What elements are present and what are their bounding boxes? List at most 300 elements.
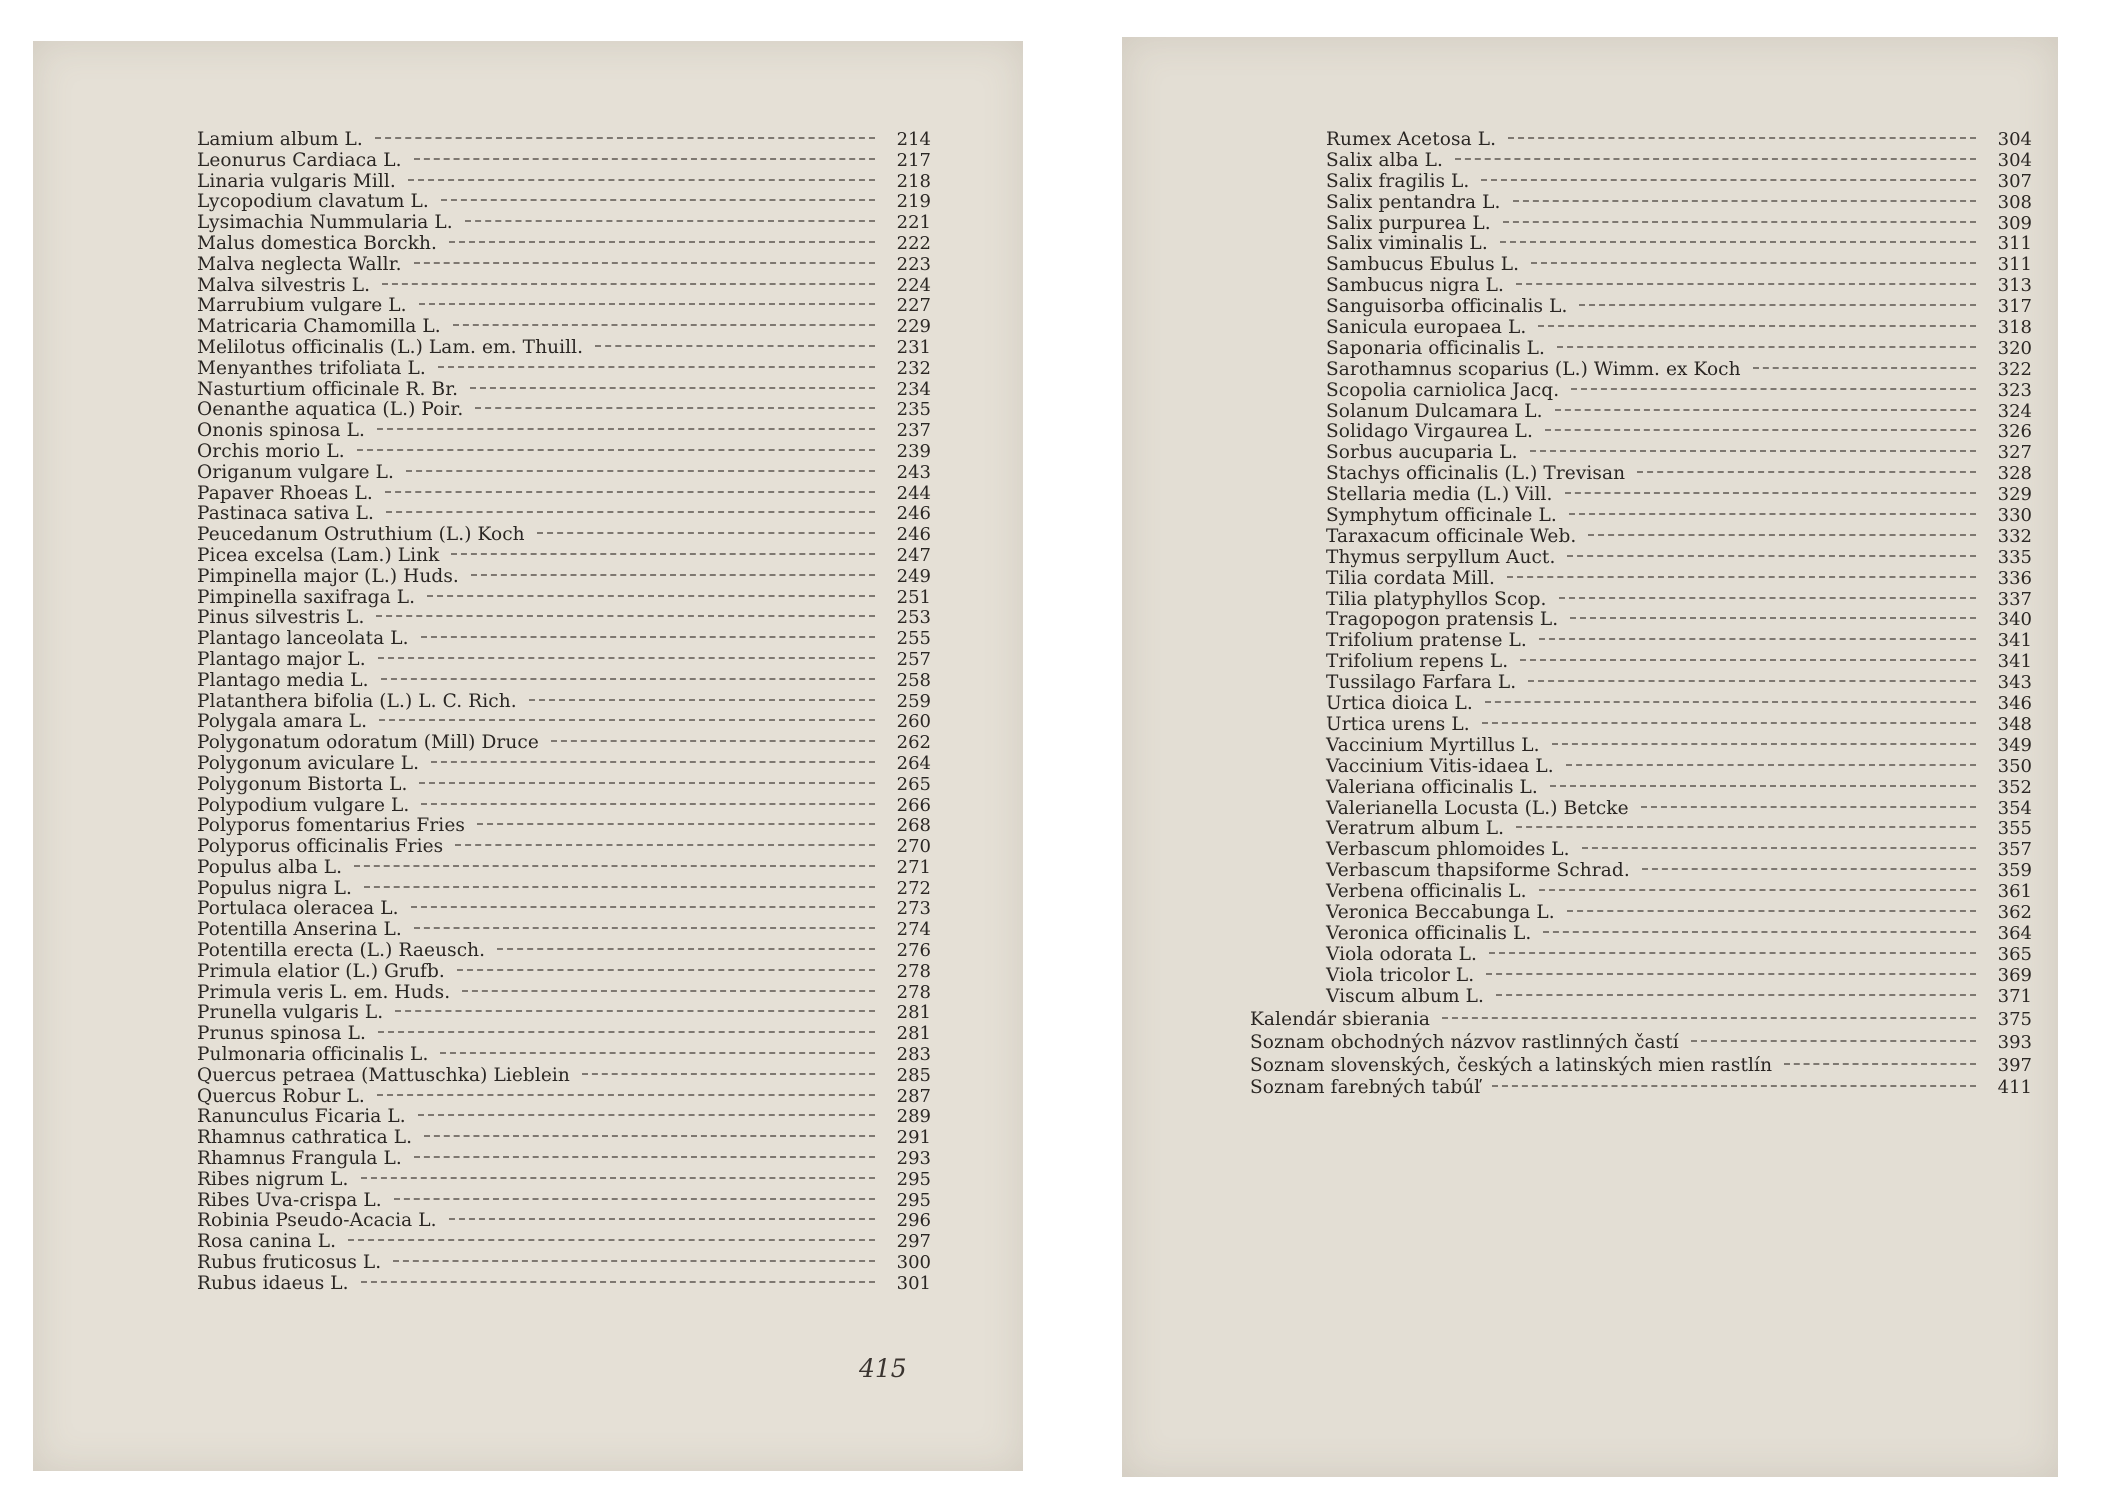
- dash-leader: [1513, 200, 1977, 202]
- entry-name: Rosa canina L.: [197, 1231, 337, 1253]
- dash-leader: [1582, 847, 1976, 849]
- entry-name: Populus alba L.: [197, 856, 343, 878]
- entry-page-number: 246: [896, 503, 931, 525]
- entry-name: Tilia platyphyllos Scop.: [1326, 588, 1547, 610]
- index-entry: [1326, 756, 2032, 777]
- index-entry: [1326, 735, 2032, 756]
- dash-leader: [414, 158, 875, 160]
- entry-name: Plantago major L.: [197, 648, 366, 670]
- index-entry: [197, 1148, 931, 1169]
- index-entry: [197, 1044, 931, 1065]
- dash-leader: [449, 1218, 875, 1220]
- entry-page-number: 295: [896, 1189, 931, 1211]
- dash-leader: [414, 262, 875, 264]
- entry-name: Portulaca oleracea L.: [197, 898, 399, 920]
- index-entry: [197, 316, 931, 337]
- index-entry: [197, 628, 931, 649]
- index-entry: [197, 607, 931, 628]
- dash-leader: [378, 657, 875, 659]
- entry-page-number: 222: [896, 232, 931, 254]
- entry-page-number: 244: [896, 482, 931, 504]
- index-entry: [197, 524, 931, 545]
- dash-leader: [1492, 1085, 1976, 1087]
- dash-leader: [1567, 555, 1976, 557]
- entry-page-number: 243: [896, 461, 931, 483]
- entry-name: Polygala amara L.: [197, 711, 368, 733]
- entry-page-number: 336: [1997, 567, 2032, 589]
- entry-name: Scopolia carniolica Jacq.: [1326, 379, 1560, 401]
- entry-name: Tilia cordata Mill.: [1326, 567, 1496, 589]
- index-entry: [1326, 442, 2032, 463]
- entry-name: Marrubium vulgare L.: [197, 295, 407, 317]
- dash-leader: [1569, 513, 1976, 515]
- entry-page-number: 270: [896, 836, 931, 858]
- entry-page-number: 411: [1997, 1077, 2032, 1099]
- entry-page-number: 259: [896, 690, 931, 712]
- entry-page-number: 287: [896, 1085, 931, 1107]
- dash-leader: [1531, 262, 1976, 264]
- index-entry: [1326, 986, 2032, 1007]
- entry-page-number: 317: [1997, 296, 2032, 318]
- entry-name: Malus domestica Borckh.: [197, 232, 438, 254]
- entry-page-number: 276: [896, 940, 931, 962]
- dash-leader: [1784, 1063, 1976, 1065]
- entry-name: Thymus serpyllum Auct.: [1326, 546, 1556, 568]
- index-entry: [1326, 944, 2032, 965]
- entry-name: Sarothamnus scoparius (L.) Wimm. ex Koch: [1326, 358, 1741, 380]
- entry-page-number: 258: [896, 669, 931, 691]
- dash-leader: [1565, 492, 1977, 494]
- entry-name: Viscum album L.: [1326, 985, 1484, 1007]
- dash-leader: [1496, 994, 1976, 996]
- entry-name: Verbena officinalis L.: [1326, 881, 1527, 903]
- dash-leader: [1516, 826, 1976, 828]
- entry-name: Plantago media L.: [197, 669, 369, 691]
- index-entry: [197, 1106, 931, 1127]
- entry-name: Ribes nigrum L.: [197, 1168, 349, 1190]
- index-entry: [197, 171, 931, 192]
- index-entry: [197, 483, 931, 504]
- index-entry: [1326, 338, 2032, 359]
- entry-name: Valeriana officinalis L.: [1326, 776, 1538, 798]
- dash-leader: [529, 699, 875, 701]
- entry-name: Pulmonaria officinalis L.: [197, 1044, 429, 1066]
- entry-page-number: 296: [896, 1210, 931, 1232]
- index-entry: [197, 566, 931, 587]
- dash-leader: [361, 1281, 875, 1283]
- entry-page-number: 348: [1997, 713, 2032, 735]
- entry-page-number: 375: [1997, 1009, 2032, 1030]
- entry-name: Ribes Uva-crispa L.: [197, 1189, 382, 1211]
- index-entry: [197, 753, 931, 774]
- entry-name: Rhamnus cathratica L.: [197, 1127, 413, 1149]
- index-entry: [1326, 463, 2032, 484]
- entry-page-number: 309: [1997, 212, 2032, 234]
- dash-leader: [1588, 534, 1976, 536]
- index-entry: [1250, 1032, 2032, 1055]
- dash-leader: [1538, 325, 1976, 327]
- entry-page-number: 397: [1997, 1054, 2032, 1076]
- entry-page-number: 219: [896, 191, 931, 213]
- dash-leader: [1642, 868, 1976, 870]
- entry-page-number: 262: [896, 732, 931, 754]
- entry-name: Tussilago Farfara L.: [1326, 672, 1517, 694]
- entry-name: Stellaria media (L.) Vill.: [1326, 484, 1553, 506]
- entry-name: Papaver Rhoeas L.: [197, 482, 373, 504]
- dash-leader: [471, 574, 875, 576]
- dash-leader: [1559, 597, 1976, 599]
- entry-page-number: 343: [1997, 672, 2032, 694]
- entry-name: Sambucus Ebulus L.: [1326, 254, 1520, 276]
- index-entry: [1326, 254, 2032, 275]
- entry-page-number: 265: [896, 773, 931, 795]
- entry-page-number: 268: [896, 815, 931, 837]
- dash-leader: [381, 678, 875, 680]
- index-entry: [197, 774, 931, 795]
- dash-leader: [376, 615, 875, 617]
- index-entry: [1250, 1077, 2032, 1100]
- entry-name: Populus nigra L.: [197, 877, 352, 899]
- entry-name: Salix fragilis L.: [1326, 170, 1470, 192]
- index-entry: [1326, 839, 2032, 860]
- index-entry: [197, 462, 931, 483]
- index-entry: [1326, 714, 2032, 735]
- entry-name: Urtica urens L.: [1326, 713, 1470, 735]
- entry-name: Origanum vulgare L.: [197, 461, 394, 483]
- entry-name: Verbascum thapsiforme Schrad.: [1326, 860, 1630, 882]
- entry-name: Platanthera bifolia (L.) L. C. Rich.: [197, 690, 517, 712]
- entry-name: Leonurus Cardiaca L.: [197, 149, 402, 171]
- index-entry: [197, 961, 931, 982]
- dash-leader: [414, 1156, 875, 1158]
- entry-page-number: 328: [1997, 463, 2032, 485]
- dash-leader: [1516, 283, 1976, 285]
- entry-name: Urtica dioica L.: [1326, 693, 1473, 715]
- dash-leader: [1543, 931, 1976, 933]
- index-entry: [1326, 275, 2032, 296]
- dash-leader: [1550, 785, 1976, 787]
- entry-name: Polyporus officinalis Fries: [197, 836, 444, 858]
- entry-name: Polygonum Bistorta L.: [197, 773, 408, 795]
- index-entry: [197, 1086, 931, 1107]
- entry-page-number: 247: [896, 544, 931, 566]
- entry-name: Taraxacum officinale Web.: [1326, 525, 1577, 547]
- index-entry: [1326, 401, 2032, 422]
- index-entry: [197, 878, 931, 899]
- index-entry: [197, 1252, 931, 1273]
- dash-leader: [419, 782, 875, 784]
- dash-leader: [377, 1094, 875, 1096]
- entry-page-number: 371: [1997, 985, 2032, 1007]
- entry-page-number: 324: [1997, 400, 2032, 422]
- entry-page-number: 393: [1997, 1031, 2032, 1053]
- dash-leader: [1579, 304, 1976, 306]
- index-entry: [197, 379, 931, 400]
- entry-name: Menyanthes trifoliata L.: [197, 357, 426, 379]
- dash-leader: [1567, 910, 1976, 912]
- dash-leader: [465, 220, 875, 222]
- index-entry: [1326, 923, 2032, 944]
- dash-leader: [424, 1135, 875, 1137]
- dash-leader: [595, 345, 875, 347]
- entry-name: Polygonum aviculare L.: [197, 752, 420, 774]
- entry-page-number: 214: [896, 129, 931, 150]
- index-entry: [1326, 630, 2032, 651]
- index-entry: [197, 1065, 931, 1086]
- index-entry: [197, 711, 931, 732]
- dash-leader: [421, 636, 875, 638]
- dash-leader: [475, 407, 875, 409]
- entry-name: Malva silvestris L.: [197, 274, 371, 296]
- index-entry: [1326, 818, 2032, 839]
- index-entry: [197, 857, 931, 878]
- dash-leader: [582, 1073, 875, 1075]
- entry-name: Potentilla erecta (L.) Raeusch.: [197, 940, 486, 962]
- dash-leader: [406, 470, 875, 472]
- index-entry: [197, 129, 931, 150]
- entry-page-number: 311: [1997, 233, 2032, 255]
- dash-leader: [1641, 806, 1976, 808]
- entry-page-number: 278: [896, 981, 931, 1003]
- entry-page-number: 218: [896, 170, 931, 192]
- dash-leader: [1571, 388, 1976, 390]
- entry-name: Salix viminalis L.: [1326, 233, 1488, 255]
- index-entry: [1326, 129, 2032, 150]
- index-entry: [197, 732, 931, 753]
- entry-name: Viola odorata L.: [1326, 943, 1478, 965]
- entry-page-number: 308: [1997, 191, 2032, 213]
- entry-name: Malva neglecta Wallr.: [197, 253, 402, 275]
- index-entry: [1326, 860, 2032, 881]
- dash-leader: [1555, 409, 1976, 411]
- index-entry: [1326, 484, 2032, 505]
- index-entry: [197, 587, 931, 608]
- entry-name: Quercus petraea (Mattuschka) Lieblein: [197, 1064, 570, 1086]
- entry-page-number: 357: [1997, 839, 2032, 861]
- entry-name: Rubus idaeus L.: [197, 1272, 349, 1294]
- dash-leader: [364, 886, 875, 888]
- entry-page-number: 355: [1997, 818, 2032, 840]
- dash-leader: [1500, 241, 1976, 243]
- entry-name: Viola tricolor L.: [1326, 964, 1475, 986]
- index-entry: [1326, 421, 2032, 442]
- left-page: [33, 41, 1023, 1471]
- dash-leader: [394, 1198, 875, 1200]
- dash-leader: [1637, 471, 1976, 473]
- entry-name: Nasturtium officinale R. Br.: [197, 378, 459, 400]
- page-number-folio: 415: [859, 1354, 907, 1383]
- entry-page-number: 235: [896, 399, 931, 421]
- entry-page-number: 255: [896, 628, 931, 650]
- dash-leader: [1552, 743, 1976, 745]
- dash-leader: [348, 1239, 875, 1241]
- index-entry: [1250, 1009, 2032, 1032]
- entry-page-number: 221: [896, 212, 931, 234]
- entry-page-number: 223: [896, 253, 931, 275]
- index-entry: [1326, 651, 2032, 672]
- index-entry: [197, 420, 931, 441]
- entry-page-number: 364: [1997, 922, 2032, 944]
- entry-page-number: 249: [896, 565, 931, 587]
- dash-leader: [1520, 659, 1976, 661]
- entry-page-number: 361: [1997, 881, 2032, 903]
- index-entry: [1326, 505, 2032, 526]
- dash-leader: [1528, 680, 1976, 682]
- dash-leader: [449, 241, 875, 243]
- dash-leader: [1485, 701, 1976, 703]
- entry-name: Quercus Robur L.: [197, 1085, 365, 1107]
- entry-name: Plantago lanceolata L.: [197, 628, 409, 650]
- entry-page-number: 346: [1997, 693, 2032, 715]
- dash-leader: [462, 990, 875, 992]
- index-entry: [197, 358, 931, 379]
- dash-leader: [361, 1177, 875, 1179]
- entry-name: Salix pentandra L.: [1326, 191, 1501, 213]
- entry-name: Pastinaca sativa L.: [197, 503, 375, 525]
- index-entry: [1326, 777, 2032, 798]
- entry-page-number: 229: [896, 316, 931, 338]
- entry-page-number: 273: [896, 898, 931, 920]
- entry-name: Potentilla Anserina L.: [197, 919, 402, 941]
- index-entry: [1326, 317, 2032, 338]
- dash-leader: [497, 948, 875, 950]
- entry-name: Pinus silvestris L.: [197, 607, 365, 629]
- entry-name: Salix purpurea L.: [1326, 212, 1491, 234]
- dash-leader: [453, 324, 875, 326]
- dash-leader: [378, 1031, 875, 1033]
- entry-name: Sanicula europaea L.: [1326, 317, 1527, 339]
- entry-name: Ranunculus Ficaria L.: [197, 1106, 406, 1128]
- entry-page-number: 264: [896, 752, 931, 774]
- index-entry: [197, 1210, 931, 1231]
- entry-page-number: 283: [896, 1044, 931, 1066]
- entry-page-number: 350: [1997, 755, 2032, 777]
- entry-name: Melilotus officinalis (L.) Lam. em. Thuill.: [197, 336, 584, 358]
- entry-name: Prunella vulgaris L.: [197, 1002, 384, 1024]
- entry-page-number: 349: [1997, 734, 2032, 756]
- dash-leader: [379, 719, 875, 721]
- entry-page-number: 231: [896, 336, 931, 358]
- entry-page-number: 307: [1997, 170, 2032, 192]
- entry-page-number: 291: [896, 1127, 931, 1149]
- dash-leader: [386, 511, 875, 513]
- entry-page-number: 272: [896, 877, 931, 899]
- dash-leader: [1753, 367, 1976, 369]
- index-entry: [1326, 609, 2032, 630]
- entry-page-number: 365: [1997, 943, 2032, 965]
- entry-name: Salix alba L.: [1326, 149, 1444, 171]
- index-entry: [197, 150, 931, 171]
- entry-page-number: 227: [896, 295, 931, 317]
- entry-page-number: 301: [896, 1272, 931, 1294]
- dash-leader: [419, 303, 875, 305]
- entry-page-number: 274: [896, 919, 931, 941]
- entry-name: Valerianella Locusta (L.) Betcke: [1326, 797, 1629, 819]
- entry-name: Lycopodium clavatum L.: [197, 191, 429, 213]
- index-entry: [197, 275, 931, 296]
- index-entry: [1326, 150, 2032, 171]
- entry-page-number: 295: [896, 1168, 931, 1190]
- entry-page-number: 232: [896, 357, 931, 379]
- entry-page-number: 327: [1997, 442, 2032, 464]
- entry-page-number: 335: [1997, 546, 2032, 568]
- dash-leader: [411, 906, 875, 908]
- dash-leader: [418, 1114, 875, 1116]
- entry-page-number: 217: [896, 149, 931, 171]
- dash-leader: [1530, 450, 1976, 452]
- index-entry: [1326, 798, 2032, 819]
- index-entry: [1326, 526, 2032, 547]
- entry-name: Picea excelsa (Lam.) Link: [197, 544, 440, 566]
- index-entry: [197, 1231, 931, 1252]
- dash-leader: [385, 491, 875, 493]
- dash-leader: [1486, 973, 1976, 975]
- entry-name: Trifolium repens L.: [1326, 651, 1509, 673]
- index-entry: [197, 1002, 931, 1023]
- index-entry: [197, 795, 931, 816]
- entry-name: Rumex Acetosa L.: [1326, 129, 1497, 150]
- entry-page-number: 369: [1997, 964, 2032, 986]
- entry-name: Sambucus nigra L.: [1326, 275, 1504, 297]
- entry-page-number: 340: [1997, 609, 2032, 631]
- dash-leader: [1566, 764, 1976, 766]
- entry-name: Tragopogon pratensis L.: [1326, 609, 1559, 631]
- dash-leader: [1455, 158, 1976, 160]
- dash-leader: [1691, 1040, 1976, 1042]
- index-entry: [197, 1169, 931, 1190]
- entry-page-number: 257: [896, 648, 931, 670]
- entry-name: Solidago Virgaurea L.: [1326, 421, 1533, 443]
- dash-leader: [537, 532, 875, 534]
- entry-page-number: 281: [896, 1002, 931, 1024]
- entry-page-number: 304: [1997, 149, 2032, 171]
- entry-page-number: 352: [1997, 776, 2032, 798]
- index-entry: [197, 898, 931, 919]
- index-entry: [1250, 1055, 2032, 1078]
- entry-name: Vaccinium Myrtillus L.: [1326, 734, 1540, 756]
- dash-leader: [441, 199, 875, 201]
- dash-leader: [1481, 179, 1976, 181]
- entry-page-number: 313: [1997, 275, 2032, 297]
- entry-name: Pimpinella saxifraga L.: [197, 586, 416, 608]
- index-entry: [197, 337, 931, 358]
- entry-page-number: 251: [896, 586, 931, 608]
- entry-page-number: 332: [1997, 525, 2032, 547]
- entry-name: Sorbus aucuparia L.: [1326, 442, 1518, 464]
- entry-name: Robinia Pseudo-Acacia L.: [197, 1210, 437, 1232]
- left-index-list: [197, 129, 931, 1294]
- entry-page-number: 320: [1997, 337, 2032, 359]
- dash-leader: [477, 823, 875, 825]
- index-entry: [1326, 296, 2032, 317]
- entry-name: Veronica officinalis L.: [1326, 922, 1532, 944]
- index-entry: [197, 1127, 931, 1148]
- entry-name: Polypodium vulgare L.: [197, 794, 410, 816]
- dash-leader: [382, 283, 875, 285]
- dash-leader: [377, 428, 875, 430]
- entry-name: Prunus spinosa L.: [197, 1023, 366, 1045]
- entry-name: Solanum Dulcamara L.: [1326, 400, 1543, 422]
- entry-page-number: 260: [896, 711, 931, 733]
- entry-name: Soznam farebných tabúľ: [1250, 1077, 1481, 1099]
- entry-page-number: 341: [1997, 630, 2032, 652]
- dash-leader: [1442, 1017, 1976, 1019]
- entry-page-number: 224: [896, 274, 931, 296]
- entry-page-number: 281: [896, 1023, 931, 1045]
- entry-name: Matricaria Chamomilla L.: [197, 316, 441, 338]
- index-entry: [197, 254, 931, 275]
- entry-page-number: 326: [1997, 421, 2032, 443]
